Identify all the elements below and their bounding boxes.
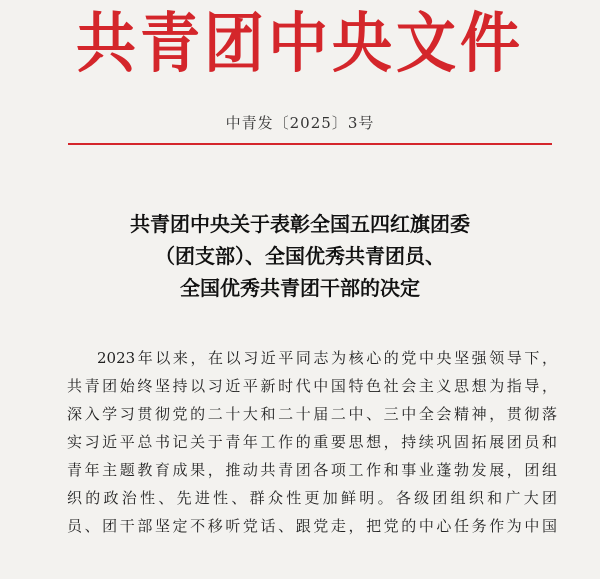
title-line: （团支部）、全国优秀共青团员、 (155, 244, 445, 268)
document-number: 中青发〔2025〕3号 (225, 114, 375, 132)
red-divider-line (68, 143, 552, 145)
body-line: 实习近平总书记关于青年工作的重要思想，持续巩固拓展团员和 (67, 433, 557, 451)
masthead-title: 共青团中央文件 (76, 6, 524, 82)
title-line: 共青团中央关于表彰全国五四红旗团委 (130, 212, 470, 236)
title-line: 全国优秀共青团干部的决定 (180, 276, 420, 300)
body-line: 共青团始终坚持以习近平新时代中国特色社会主义思想为指导， (67, 377, 557, 395)
body-line: 织的政治性、先进性、群众性更加鲜明。各级团组织和广大团 (67, 489, 557, 507)
body-line: 员、团干部坚定不移听党话、跟党走，把党的中心任务作为中国 (67, 517, 557, 535)
document-title (0, 208, 600, 304)
body-line: 2023年以来，在以习近平同志为核心的党中央坚强领导下， (97, 349, 557, 367)
body-paragraph (67, 344, 557, 540)
body-line: 深入学习贯彻党的二十大和二十届二中、三中全会精神，贯彻落 (67, 405, 557, 423)
body-line: 青年主题教育成果，推动共青团各项工作和事业蓬勃发展，团组 (67, 461, 557, 479)
